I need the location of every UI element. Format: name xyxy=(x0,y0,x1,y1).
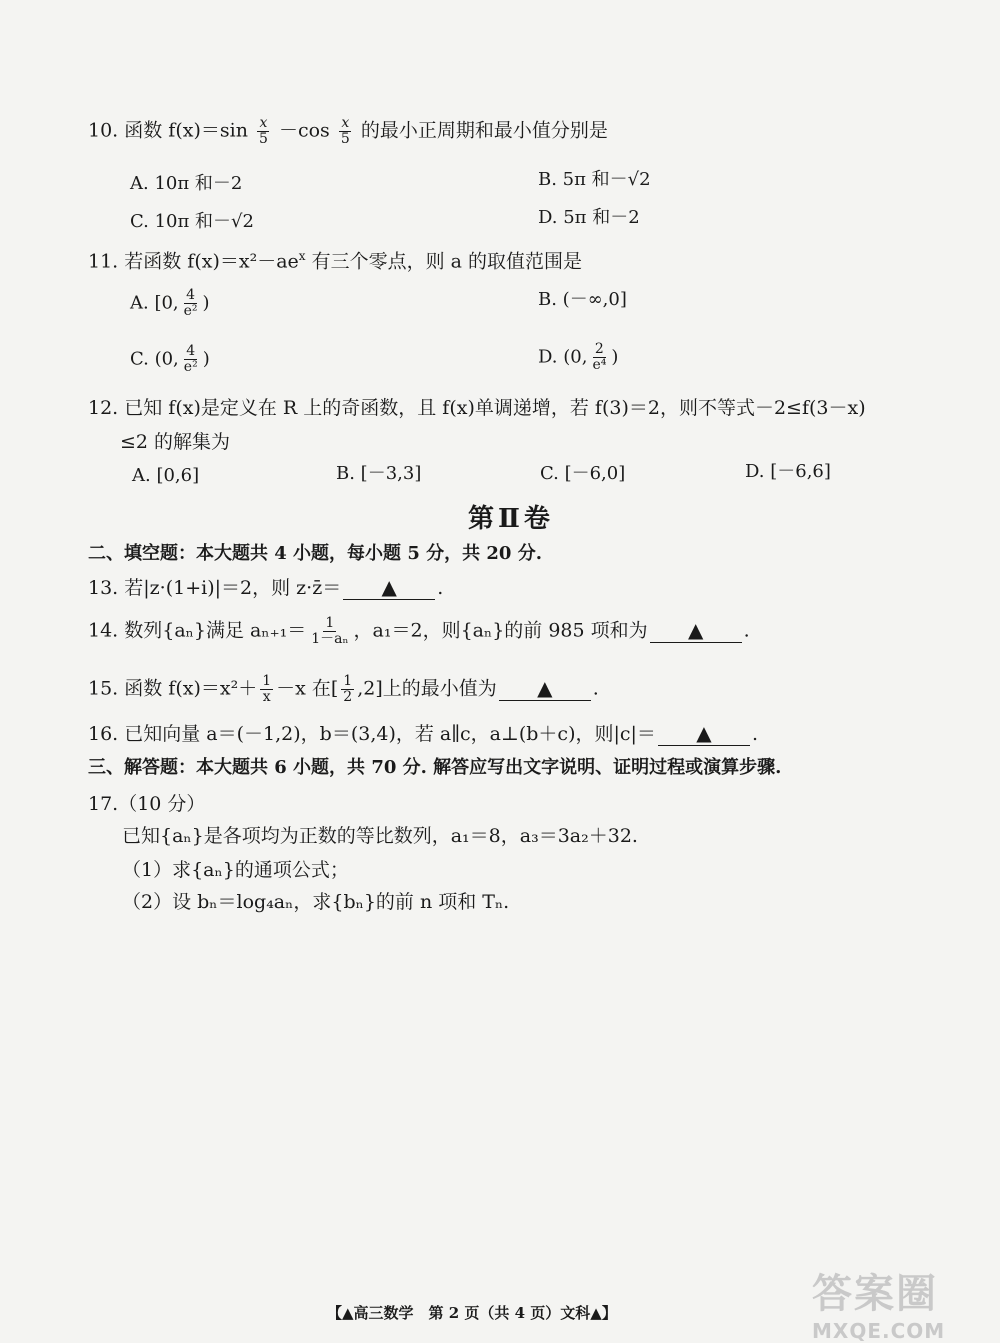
q11-option-c: C. (0, $\frac{4}{\text{e²}}$ ) xyxy=(130,343,210,375)
answer-blank: ▲ xyxy=(499,676,591,701)
answer-blank: ▲ xyxy=(650,618,742,643)
q12-stem-line2: ≤2 的解集为 xyxy=(120,431,231,453)
watermark-logo: 答案圈 MXQE.COM xyxy=(812,1271,946,1343)
q11-option-a: A. [0, $\frac{4}{\text{e²}}$ ) xyxy=(130,287,210,319)
q12-option-b: B. [－3,3] xyxy=(336,463,422,484)
q12-option-d: D. [－6,6] xyxy=(745,461,831,482)
q17-part2: （2）设 bₙ＝log₄aₙ，求{bₙ}的前 n 项和 Tₙ. xyxy=(122,891,510,913)
q13: 13. 若|z·(1+i)|＝2，则 z·z̄＝ ▲ . xyxy=(88,575,444,599)
solve-header: 三、解答题：本大题共 6 小题，共 70 分. 解答应写出文字说明、证明过程或演算步骤. xyxy=(88,757,782,778)
fraction: $\frac{x}{5}$ xyxy=(258,115,268,147)
fraction: $\frac{x}{5}$ xyxy=(340,115,350,147)
q17-head: 17.（10 分） xyxy=(88,793,206,815)
q10-option-b: B. 5π 和－√2 xyxy=(538,169,651,190)
q11-stem: 11. 若函数 $f(x)=x^2-ae^x$ 有三个零点，则 a 的取值范围是 xyxy=(88,249,583,273)
q11-option-d: D. (0, $\frac{2}{\text{e⁴}}$ ) xyxy=(538,341,619,373)
q10-option-d: D. 5π 和－2 xyxy=(538,207,640,228)
q11-option-b: B. (－∞,0] xyxy=(538,289,627,310)
fill-in-header: 二、填空题：本大题共 4 小题，每小题 5 分，共 20 分. xyxy=(88,543,542,564)
q12-option-a: A. [0,6] xyxy=(132,465,200,486)
q10-stem: 10. 函数 f(x)＝sin $\frac{x}{5}$ －cos $\frac{x}{5}$ 的最小正周期和最小值分别是 xyxy=(88,115,608,147)
q16: 16. 已知向量 a＝(－1,2)，b＝(3,4)，若 a∥c，a⊥(b＋c)，则|c|＝ ▲ . xyxy=(88,721,758,745)
q14: 14. 数列{aₙ}满足 aₙ₊₁＝ $\frac{1}{\text{1－aₙ}}$ ，a₁＝2，则{aₙ}的前 985 项和为 ▲ . xyxy=(88,615,750,647)
q12-stem-line1: 12. 已知 f(x)是定义在 R 上的奇函数，且 f(x)单调递增，若 f(3)＝2，则不等式－2≤f(3－x) xyxy=(88,397,866,419)
answer-blank: ▲ xyxy=(658,721,750,746)
section-title: 第Ⅱ卷 xyxy=(468,504,554,534)
q17-part1: （1）求{aₙ}的通项公式； xyxy=(122,859,349,881)
q10-option-a: A. 10π 和－2 xyxy=(130,173,243,194)
page-footer: 【▲高三数学 第 2 页（共 4 页）文科▲】 xyxy=(327,1304,617,1322)
answer-blank: ▲ xyxy=(343,575,435,600)
q10-option-c: C. 10π 和－√2 xyxy=(130,211,254,232)
q17-given: 已知{aₙ}是各项均为正数的等比数列，a₁＝8，a₃＝3a₂＋32. xyxy=(122,825,638,847)
q15: 15. 函数 f(x)＝x²＋ $\frac{1}{x}$ －x 在[ $\frac{1}{2}$ ,2]上的最小值为 ▲ . xyxy=(88,673,599,705)
q12-option-c: C. [－6,0] xyxy=(540,463,626,484)
